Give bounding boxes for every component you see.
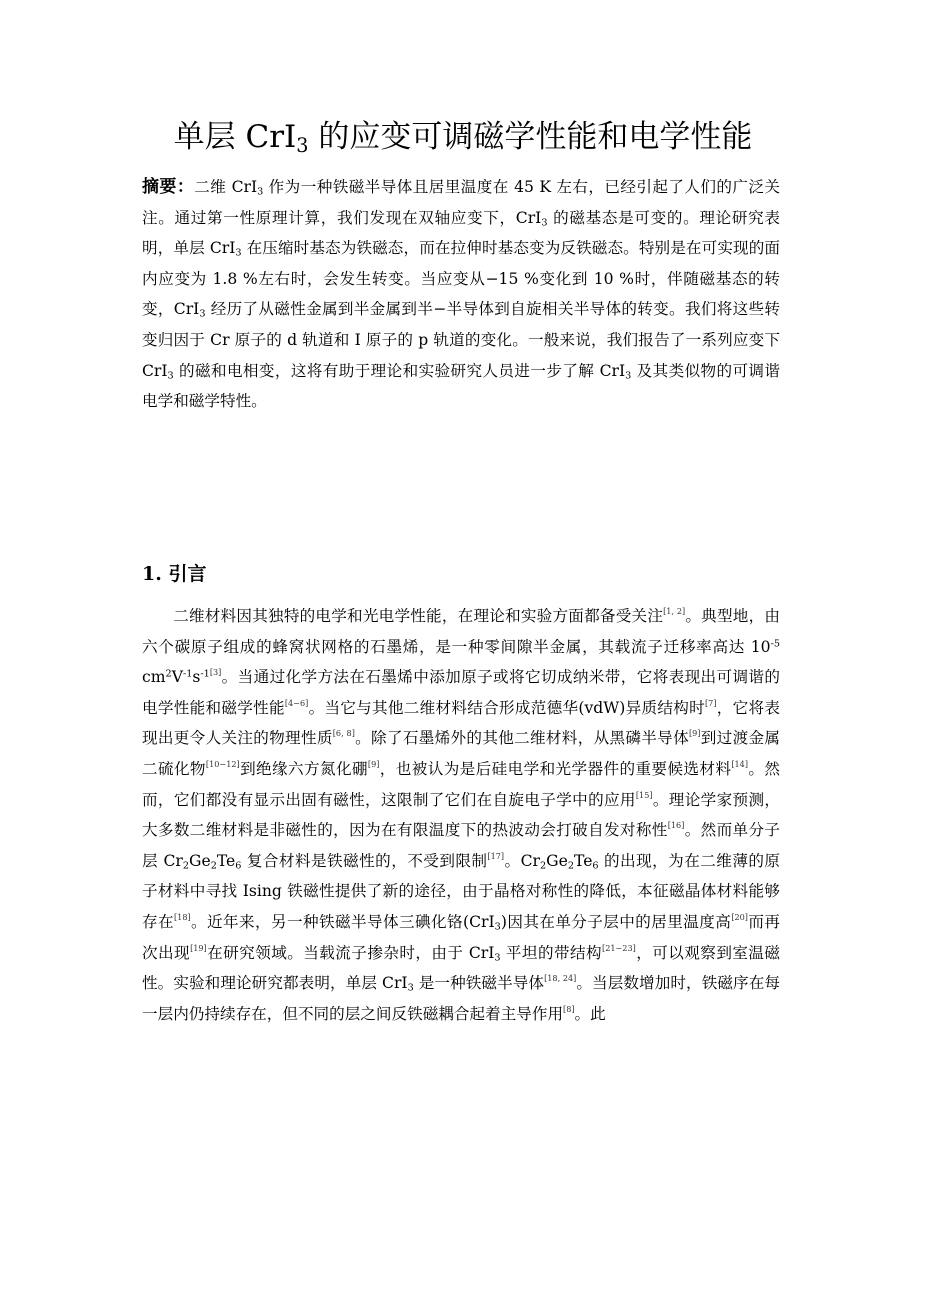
citation: [16] xyxy=(667,820,685,831)
citation: [20] xyxy=(731,912,748,923)
introduction-paragraph: 二维材料因其独特的电学和光电学性能，在理论和实验方面都备受关注[1, 2]。典型地，由六个碳原子组成的蜂窝状网格的石墨烯，是一种零间隙半金属，其载流子迁移率高达 $10^{-5}$ $cm^2V^{-1}s^{-1[3]}$。当通过化学方法在石墨烯中添加原子或将它切成纳米带，它将表现出可调谐的电学性能和磁学性能[4−6]。当它与其他二维材料结合形成范德华(vdW)异质结构时[7]，它将表现出更令人关注的物理性质[6, 8]。除了石墨烯外的其他二维材料，从黑磷半导体[9]到过渡金属二硫化物[10−12]到绝缘六方氮化硼[9]，也被认为是后硅电学和光学器件的重要候选材料[14]。然而，它们都没有显示出固有磁性，这限制了它们在自旋电子学中的应用[15]。理论学家预测，大多数二维材料是非磁性的，因为在有限温度下的热波动会打破自发对称性[16]。然而单分子层 $Cr_2Ge_2Te_6$ 复合材料是铁磁性的，不受到限制[17]。$Cr_2Ge_2Te_6$ 的出现，为在二维薄的原子材料中寻找 Ising 铁磁性提供了新的途径，由于晶格对称性的降低，本征磁晶体材料能够存在[18]。近年来，另一种铁磁半导体三碘化铬(CrI$_3$)因其在单分子层中的居里温度高[20]而再次出现[19]在研究领域。当载流子掺杂时，由于 CrI$_3$ 平坦的带结构[21−23]，可以观察到室温磁性。实验和理论研究都表明，单层 CrI$_3$ 是一种铁磁半导体[18, 24]。当层数增加时，铁磁序在每一层内仍持续存在，但不同的层之间反铁磁耦合起着主导作用[8]。此 xyxy=(142,606,780,1023)
citation: [10−12] xyxy=(205,759,240,770)
paper-title xyxy=(0,112,926,162)
title-subscript: 3 xyxy=(296,133,309,157)
citation: [3] xyxy=(209,667,222,678)
citation: [17] xyxy=(487,850,505,861)
citation: [1, 2] xyxy=(663,606,686,617)
citation: [9] xyxy=(688,728,701,739)
abstract-label: 摘要： xyxy=(142,177,195,197)
citation: [15] xyxy=(635,789,653,800)
title-text: 的应变可调磁学性能和电学性能 xyxy=(308,119,753,155)
citation: [14] xyxy=(731,759,748,770)
citation: [19] xyxy=(190,942,207,953)
citation: [8] xyxy=(563,1003,575,1014)
citation: [18] xyxy=(174,912,191,923)
title-text: 单层 CrI xyxy=(173,119,297,155)
citation: [18, 24] xyxy=(544,973,577,984)
citation: [7] xyxy=(705,697,717,708)
citation: [6, 8] xyxy=(332,728,355,739)
citation: [4−6] xyxy=(284,697,309,708)
citation: [21−23] xyxy=(602,942,636,953)
citation: [9] xyxy=(367,759,380,770)
abstract-paragraph: 摘要：二维 CrI$_3$ 作为一种铁磁半导体且居里温度在 45 K 左右，已经引起了人们的广泛关注。通过第一性原理计算，我们发现在双轴应变下，CrI$_3$ 的磁基态是可变的。理论研究表明，单层 CrI$_3$ 在压缩时基态为铁磁态，而在拉伸时基态变为反铁磁态。特别是在可实现的面内应变为 1.8 %左右时，会发生转变。当应变从−15 %变化到 10 %时，伴随磁基态的转变，CrI$_3$ 经历了从磁性金属到半金属到半−半导体到自旋相关半导体的转变。我们将这些转变归因于 Cr 原子的 d 轨道和 I 原子的 p 轨道的变化。一般来说，我们报告了一系列应变下 CrI$_3$ 的磁和电相变，这将有助于理论和实验研究人员进一步了解 CrI$_3$ 及其类似物的可调谐电学和磁学特性。 xyxy=(142,177,781,411)
section-heading-introduction: 1. 引言 xyxy=(142,563,207,585)
